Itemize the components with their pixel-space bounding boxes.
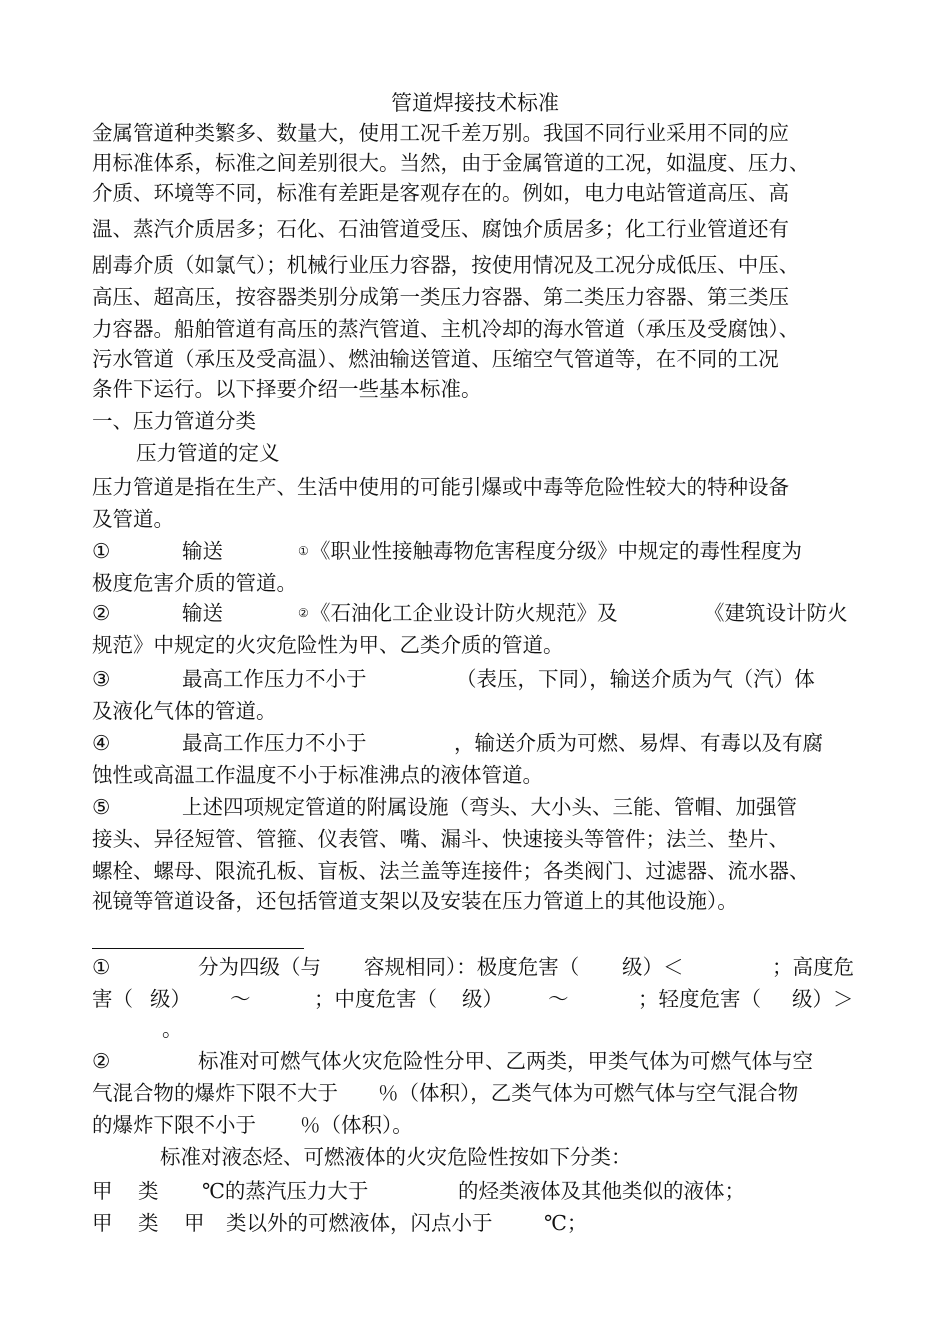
item-text: 《建筑设计防火 — [704, 601, 848, 625]
note-2 — [92, 1046, 872, 1076]
item-lead: 最高工作压力不小于 — [182, 731, 367, 755]
item-4-line2: 蚀性或高温工作温度不小于标准沸点的液体管道。 — [92, 763, 543, 787]
class-label: 类 — [138, 1179, 159, 1203]
footnote-ref: ② — [298, 606, 309, 620]
section-heading: 一、压力管道分类 — [92, 409, 256, 433]
footnote-separator — [92, 948, 304, 949]
item-text: ，输送介质为可燃、易焊、有毒以及有腐 — [454, 731, 823, 755]
class-row — [92, 1176, 872, 1206]
note-text: 级）＞ — [792, 987, 854, 1011]
item-5-line: 接头、异径短管、管箍、仪表管、嘴、漏斗、快速接头等管件；法兰、垫片、 — [92, 827, 789, 851]
note-text: 气混合物的爆炸下限不大于 — [92, 1081, 338, 1105]
class-label: 甲 — [92, 1179, 113, 1203]
page-title: 管道焊接技术标准 — [391, 91, 559, 115]
item-text: 《职业性接触毒物危害程度分级》中规定的毒性程度为 — [310, 539, 802, 563]
item-text: （表压，下同），输送介质为气（汽）体 — [456, 667, 815, 691]
note-marker: ② — [92, 1049, 111, 1073]
note-text: ％（体积），乙类气体为可燃气体与空气混合物 — [378, 1081, 799, 1105]
intro-line: 高压、超高压，按容器类别分成第一类压力容器、第二类压力容器、第三类压 — [92, 285, 789, 309]
item-lead: 输送 — [182, 539, 223, 563]
intro-line: 力容器。船舶管道有高压的蒸汽管道、主机冷却的海水管道（承压及受腐蚀）、 — [92, 317, 800, 341]
note-1 — [92, 952, 872, 982]
intro-line: 污水管道（承压及受高温）、燃油输送管道、压缩空气管道等，在不同的工况 — [92, 347, 779, 371]
item-marker: ① — [92, 539, 111, 563]
note-text: 级） — [462, 987, 503, 1011]
intro-line: 温、蒸汽介质居多；石化、石油管道受压、腐蚀介质居多；化工行业管道还有 — [92, 217, 789, 241]
footnote-ref: ① — [298, 544, 309, 558]
item-lead: 输送 — [182, 601, 223, 625]
item-1 — [92, 536, 872, 566]
note-text: 分为四级（与 — [198, 955, 321, 979]
note-text: ～ — [548, 987, 569, 1011]
note-text: 容规相同）：极度危害（ — [364, 955, 580, 979]
note-marker: ① — [92, 955, 111, 979]
class-text: 的烃类液体及其他类似的液体； — [458, 1179, 745, 1203]
note-text: ～ — [230, 987, 251, 1011]
note-2-line2 — [92, 1078, 872, 1108]
note-1-line2 — [92, 984, 872, 1014]
note-3: 标准对液态烃、可燃液体的火灾危险性按如下分类： — [160, 1145, 632, 1169]
note-text: ；中度危害（ — [314, 987, 437, 1011]
intro-line: 金属管道种类繁多、数量大，使用工况千差万别。我国不同行业采用不同的应 — [92, 121, 789, 145]
item-marker: ② — [92, 601, 111, 625]
item-5-line: 视镜等管道设备，还包括管道支架以及安装在压力管道上的其他设施）。 — [92, 889, 738, 913]
note-text: ；高度危 — [772, 955, 854, 979]
note-text: 害（ — [92, 987, 133, 1011]
class-text: ℃的蒸汽压力大于 — [202, 1179, 369, 1203]
definition-line: 压力管道是指在生产、生活中使用的可能引爆或中毒等危险性较大的特种设备 — [92, 475, 789, 499]
item-lead: 上述四项规定管道的附属设施（弯头、大小头、三能、管帽、加强管 — [182, 795, 797, 819]
note-text: 级）＜ — [622, 955, 684, 979]
note-2-line3 — [92, 1110, 872, 1140]
item-3-line2: 及液化气体的管道。 — [92, 699, 277, 723]
item-marker: ③ — [92, 667, 111, 691]
item-5-line: 螺栓、螺母、限流孔板、盲板、法兰盖等连接件；各类阀门、过滤器、流水器、 — [92, 859, 810, 883]
item-2-line2: 规范》中规定的火灾危险性为甲、乙类介质的管道。 — [92, 633, 564, 657]
item-marker: ④ — [92, 731, 111, 755]
intro-line: 用标准体系，标准之间差别很大。当然，由于金属管道的工况，如温度、压力、 — [92, 151, 810, 175]
item-text: 《石油化工企业设计防火规范》及 — [310, 601, 618, 625]
item-3 — [92, 664, 872, 694]
class-row — [92, 1208, 872, 1238]
note-text: 级） — [150, 987, 191, 1011]
class-text: 类以外的可燃液体，闪点小于 — [226, 1211, 493, 1235]
note-text: ％（体积）。 — [300, 1113, 413, 1137]
definition-line: 及管道。 — [92, 507, 174, 531]
class-label: 甲 — [184, 1211, 205, 1235]
class-label: 甲 — [92, 1211, 113, 1235]
intro-line: 条件下运行。以下择要介绍一些基本标准。 — [92, 377, 482, 401]
note-text: 标准对可燃气体火灾危险性分甲、乙两类，甲类气体为可燃气体与空 — [198, 1049, 813, 1073]
intro-line: 介质、环境等不同，标准有差距是客观存在的。例如，电力电站管道高压、高 — [92, 181, 789, 205]
item-2 — [92, 598, 872, 628]
item-1-line2: 极度危害介质的管道。 — [92, 571, 297, 595]
class-label: 类 — [138, 1211, 159, 1235]
class-text: ℃； — [544, 1211, 588, 1235]
note-1-line3: 。 — [162, 1017, 183, 1041]
note-text: ；轻度危害（ — [638, 987, 761, 1011]
item-lead: 最高工作压力不小于 — [182, 667, 367, 691]
item-4 — [92, 728, 872, 758]
subheading: 压力管道的定义 — [136, 441, 280, 465]
item-marker: ⑤ — [92, 795, 111, 819]
intro-line: 剧毒介质（如氯气）；机械行业压力容器，按使用情况及工况分成低压、中压、 — [92, 253, 800, 277]
note-text: 的爆炸下限不小于 — [92, 1113, 256, 1137]
item-5 — [92, 792, 872, 822]
